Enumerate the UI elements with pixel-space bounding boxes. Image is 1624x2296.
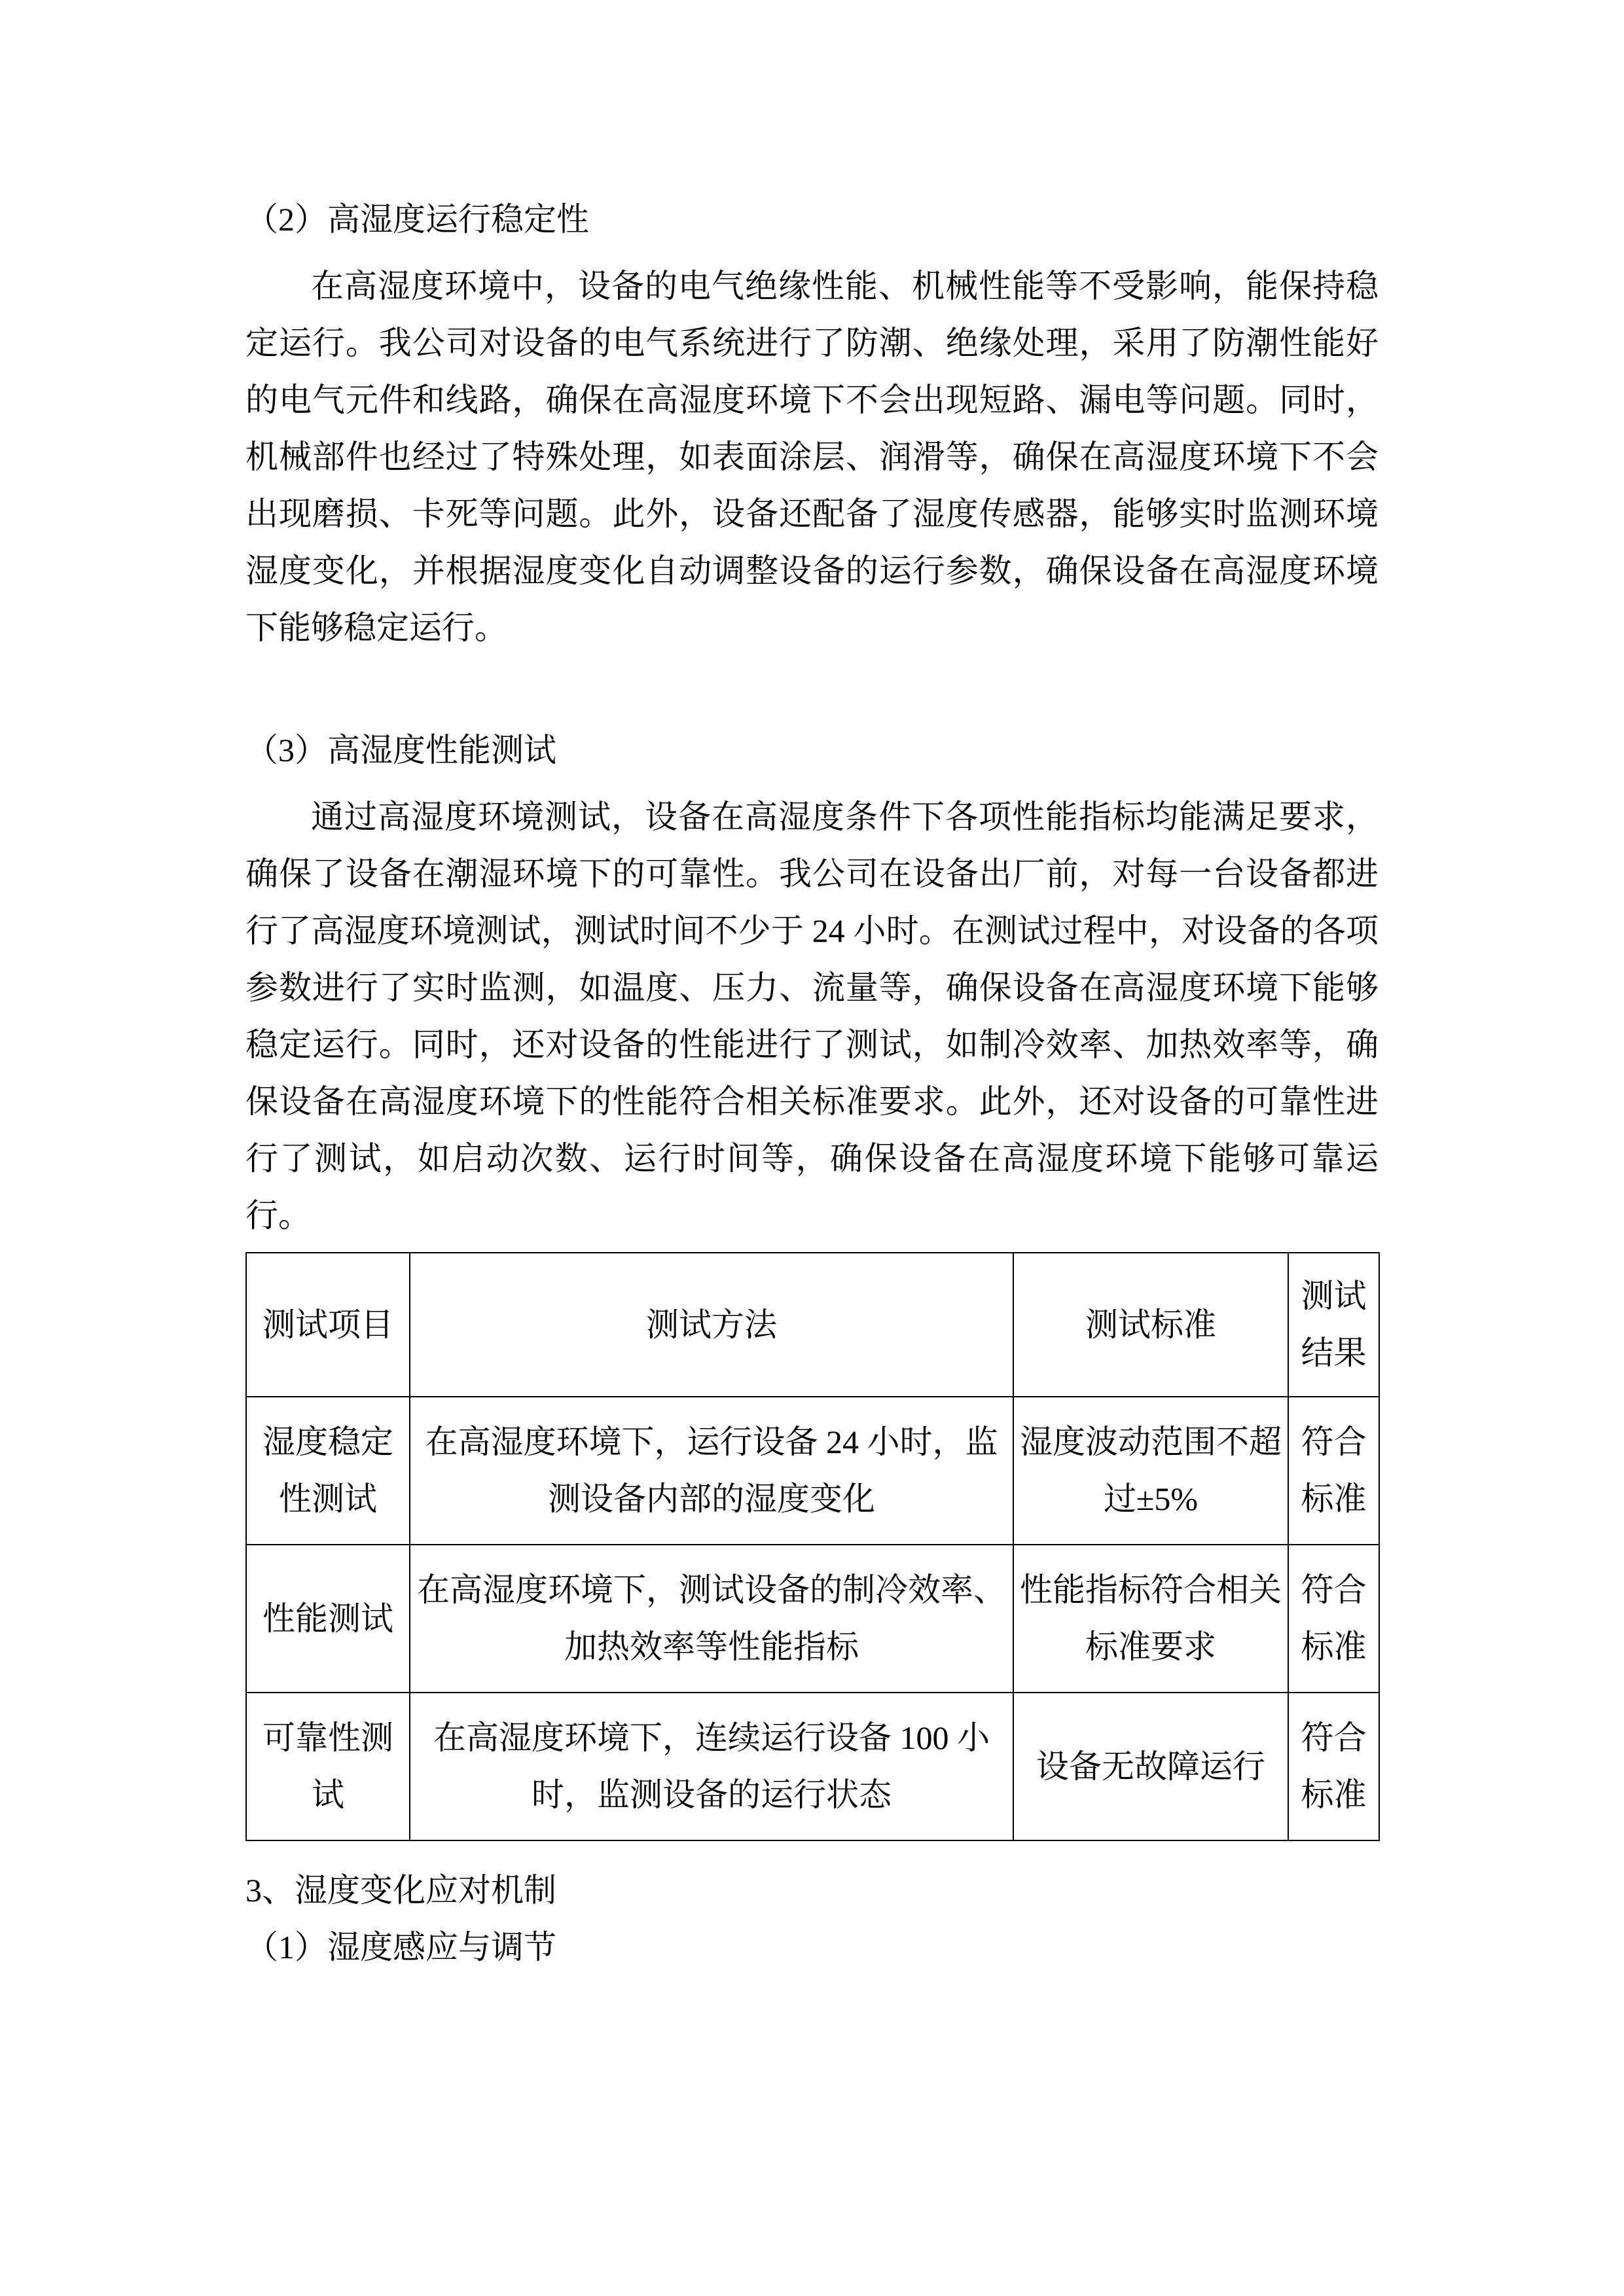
humidity-test-table — [245, 1252, 1380, 1841]
section-2-paragraph: 在高湿度环境中，设备的电气绝缘性能、机械性能等不受影响，能保持稳定运行。我公司对设备的电气系统进行了防潮、绝缘处理，采用了防潮性能好的电气元件和线路，确保在高湿度环境下不会出现短路、漏电等问题。同时，机械部件也经过了特殊处理，如表面涂层、润滑等，确保在高湿度环境下不会出现磨损、卡死等问题。此外，设备还配备了湿度传感器，能够实时监测环境湿度变化，并根据湿度变化自动调整设备的运行参数，确保设备在高湿度环境下能够稳定运行。 — [245, 268, 1379, 646]
cell-test-result: 符合标准 — [1288, 1397, 1379, 1545]
cell-test-result: 符合标准 — [1288, 1693, 1379, 1840]
table-header-row — [246, 1253, 1379, 1397]
cell-test-result: 符合标准 — [1288, 1545, 1379, 1693]
cell-test-method: 在高湿度环境下，测试设备的制冷效率、加热效率等性能指标 — [410, 1545, 1013, 1693]
cell-test-item: 可靠性测试 — [246, 1693, 410, 1840]
col-header-test-standard: 测试标准 — [1013, 1253, 1288, 1397]
footer-heading: 3、湿度变化应对机制 — [245, 1872, 556, 1909]
col-header-test-item: 测试项目 — [246, 1253, 410, 1397]
footer-subheading: （1）湿度感应与调节 — [245, 1929, 556, 1965]
cell-test-standard: 设备无故障运行 — [1013, 1693, 1288, 1840]
section-3-paragraph: 通过高湿度环境测试，设备在高湿度条件下各项性能指标均能满足要求，确保了设备在潮湿环境下的可靠性。我公司在设备出厂前，对每一台设备都进行了高湿度环境测试，测试时间不少于 24 小时。在测试过程中，对设备的各项参数进行了实时监测，如温度、压力、流量等，确保设备在高湿度环境下能够稳定运行。同时，还对设备的性能进行了测试，如制冷效率、加热效率等，确保设备在高湿度环境下的性能符合相关标准要求。此外，还对设备的可靠性进行了测试，如启动次数、运行时间等，确保设备在高湿度环境下能够可靠运行。 — [245, 798, 1379, 1234]
cell-test-standard: 性能指标符合相关标准要求 — [1013, 1545, 1288, 1693]
cell-test-method: 在高湿度环境下，运行设备 24 小时，监测设备内部的湿度变化 — [410, 1397, 1013, 1545]
table-row-performance — [246, 1545, 1379, 1693]
table-row-reliability — [246, 1693, 1379, 1840]
cell-test-standard: 湿度波动范围不超过±5% — [1013, 1397, 1288, 1545]
section-2-heading: （2）高湿度运行稳定性 — [245, 201, 589, 238]
cell-test-item: 性能测试 — [246, 1545, 410, 1693]
cell-test-method: 在高湿度环境下，连续运行设备 100 小时，监测设备的运行状态 — [410, 1693, 1013, 1840]
table-row-humidity-stability — [246, 1397, 1379, 1545]
section-3-heading: （3）高湿度性能测试 — [245, 732, 556, 768]
cell-test-item: 湿度稳定性测试 — [246, 1397, 410, 1545]
col-header-test-method: 测试方法 — [410, 1253, 1013, 1397]
col-header-test-result: 测试结果 — [1288, 1253, 1379, 1397]
